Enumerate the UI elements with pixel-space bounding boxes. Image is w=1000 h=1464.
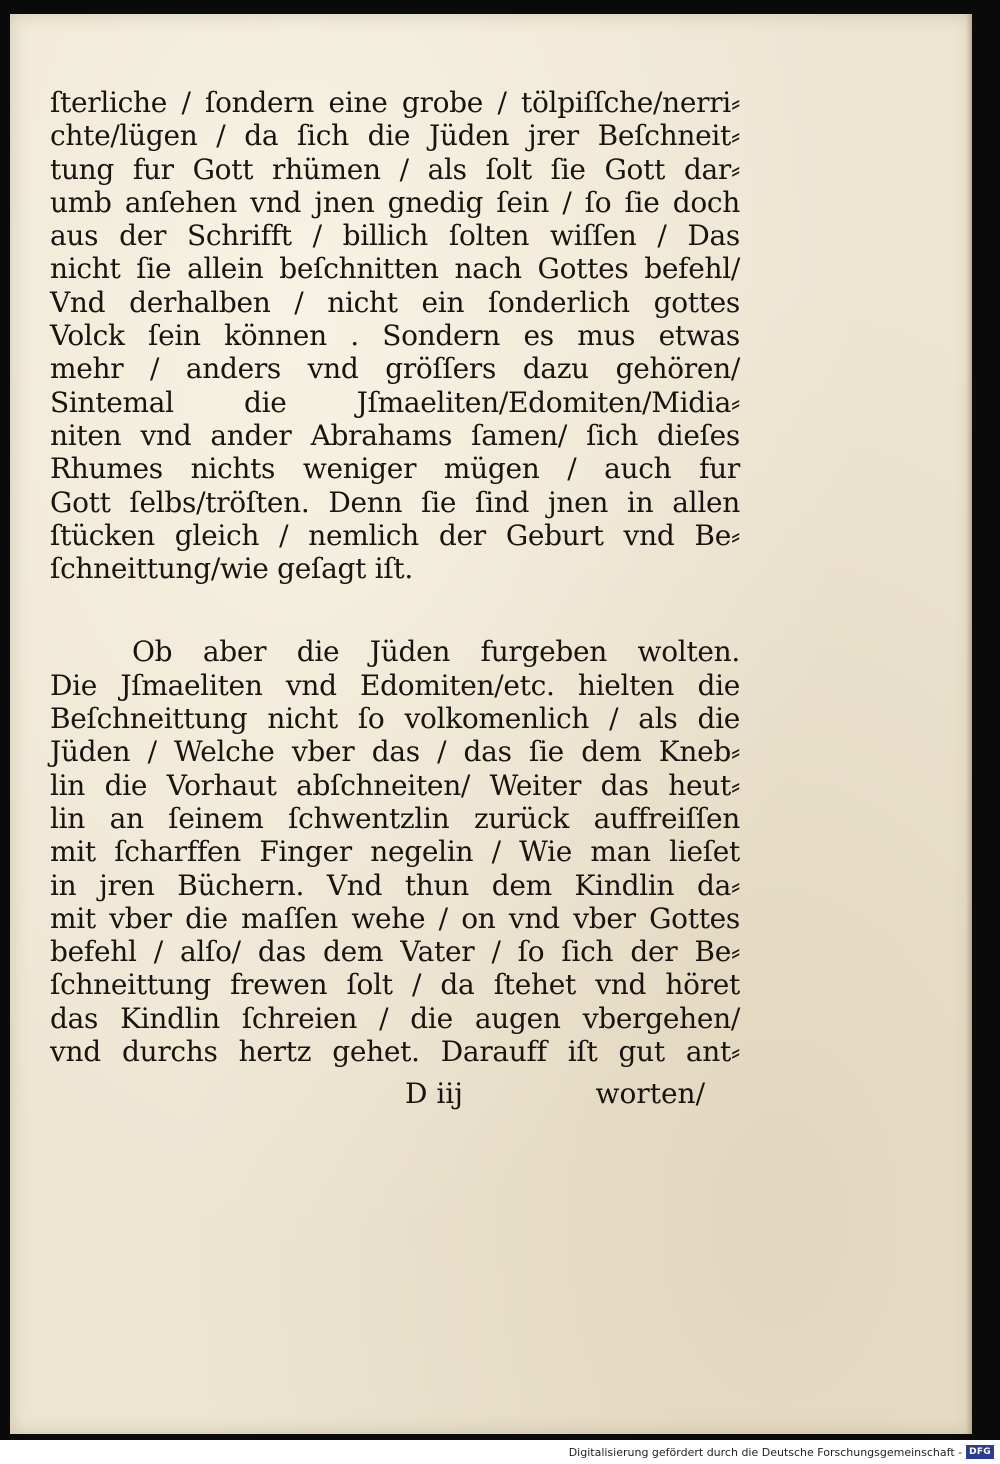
text-line: lin an ſeinem ſchwentzlin zurück auffreiſſen xyxy=(50,801,740,835)
text-line: nicht ſie allein beſchnitten nach Gottes befehl/ xyxy=(50,252,740,286)
signature-mark: D iij xyxy=(405,1077,463,1110)
text-line: lin die Vorhaut abſchneiten/ Weiter das heut⸗ xyxy=(50,768,740,802)
body-text xyxy=(50,86,740,1068)
text-line: Gott ſelbs/tröſten. Denn ſie ſind jnen in allen xyxy=(50,485,740,519)
text-line: tung fur Gott rhümen / als ſolt ſie Gott dar⸗ xyxy=(50,152,740,186)
credit-text: Digitalisierung gefördert durch die Deutsche Forschungsgemeinschaft - xyxy=(568,1445,963,1459)
text-line: Ob aber die Jüden furgeben wolten. xyxy=(132,635,740,669)
text-line: Sintemal die Jſmaeliten/Edomiten/Midia⸗ xyxy=(50,385,740,419)
text-line: Jüden / Welche vber das / das ſie dem Kneb⸗ xyxy=(50,735,740,769)
paragraph-gap xyxy=(50,585,740,635)
text-line: aus der Schrifft / billich ſolten wiſſen / Das xyxy=(50,219,740,253)
text-line: Die Jſmaeliten vnd Edomiten/etc. hielten die xyxy=(50,668,740,702)
page-footer-line xyxy=(405,1077,705,1111)
text-line: vnd durchs hertz gehet. Darauff iſt gut ant⸗ xyxy=(50,1035,740,1069)
paragraph-2 xyxy=(50,635,740,1068)
text-line: ſterliche / ſondern eine grobe / tölpiſſche/nerri⸗ xyxy=(50,86,740,119)
text-line: mit vber die maſſen wehe / on vnd vber Gottes xyxy=(50,901,740,935)
text-line: mehr / anders vnd gröſſers dazu gehören/ xyxy=(50,352,740,386)
text-line: ſchneittung/wie geſagt iſt. xyxy=(50,552,413,586)
paragraph-1 xyxy=(50,86,740,585)
page-edge-shadow xyxy=(966,14,972,1434)
text-line: Beſchneittung nicht ſo volkomenlich / als die xyxy=(50,702,740,736)
book-page xyxy=(10,14,972,1434)
catchword: worten/ xyxy=(595,1077,705,1110)
dfg-logo-icon: DFG xyxy=(966,1445,994,1459)
text-line: mit ſcharffen Finger negelin / Wie man lieſet xyxy=(50,835,740,869)
digitization-credit xyxy=(0,1440,1000,1464)
text-line: in jren Büchern. Vnd thun dem Kindlin da⸗ xyxy=(50,868,740,902)
text-line: ſchneittung frewen ſolt / da ſtehet vnd höret xyxy=(50,968,740,1002)
text-line: das Kindlin ſchreien / die augen vbergehen/ xyxy=(50,1001,740,1035)
text-line: Rhumes nichts weniger mügen / auch fur xyxy=(50,452,740,486)
text-line: niten vnd ander Abrahams ſamen/ ſich dieſes xyxy=(50,418,740,452)
text-line: ſtücken gleich / nemlich der Geburt vnd Be⸗ xyxy=(50,518,740,552)
text-line: chte/lügen / da ſich die Jüden jrer Beſchneit⸗ xyxy=(50,119,740,153)
text-line: Volck ſein können . Sondern es mus etwas xyxy=(50,319,740,353)
text-line: befehl / alſo/ das dem Vater / ſo ſich der Be⸗ xyxy=(50,935,740,969)
text-line: umb anſehen vnd jnen gnedig ſein / ſo ſie doch xyxy=(50,185,740,219)
text-line: Vnd derhalben / nicht ein ſonderlich gottes xyxy=(50,285,740,319)
